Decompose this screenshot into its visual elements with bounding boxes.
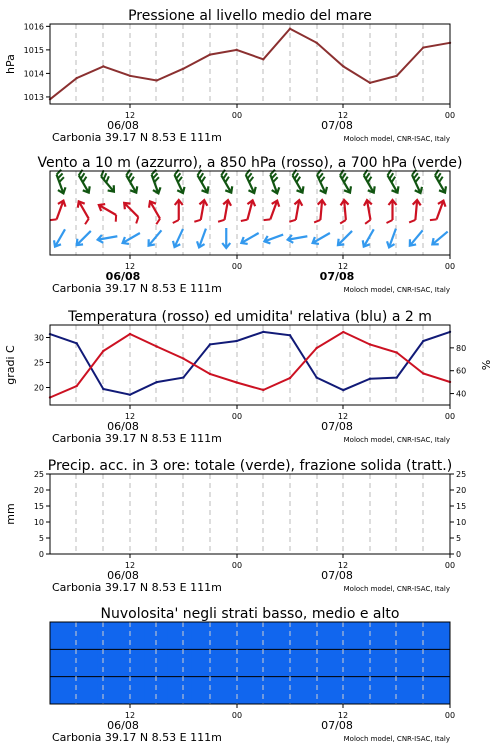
y-axis-tick-label: 1015 (23, 45, 44, 55)
temperature-line-point (262, 389, 264, 391)
cloud-cell (74, 649, 98, 676)
wind-barb (74, 199, 94, 224)
temperature-line-point (369, 343, 371, 345)
wind-barb (96, 202, 121, 222)
barb-feather (264, 217, 271, 222)
y-axis-tick-label: 10 (33, 518, 44, 527)
pressure-line-point (289, 28, 291, 30)
wind-barb (266, 170, 283, 195)
barb-feather (365, 220, 371, 224)
humidity-line-point (315, 376, 317, 378)
x-tick-label: 12 (337, 561, 349, 570)
x-tick-label: 12 (124, 711, 136, 720)
cloud-cell (121, 677, 145, 704)
date-label: 07/08 (321, 569, 353, 582)
wind-barb (216, 170, 236, 195)
y-axis-tick-label: 20 (33, 383, 44, 393)
wind-barb (387, 200, 397, 223)
location-label: Carbonia 39.17 N 8.53 E 111m (52, 282, 222, 295)
x-tick-label: 00 (444, 262, 456, 271)
wind-barb (96, 170, 118, 194)
location-label: Carbonia 39.17 N 8.53 E 111m (52, 581, 222, 594)
cloud-cell (356, 622, 380, 649)
wind-barb (218, 199, 232, 223)
temperature-line-point (289, 377, 291, 379)
x-tick-label: 12 (337, 111, 349, 120)
plot-frame (50, 474, 450, 554)
wind-barb (335, 228, 355, 248)
cloud-cell (74, 622, 98, 649)
x-tick-label: 12 (124, 561, 136, 570)
y2-axis-label: % (480, 359, 493, 371)
humidity-line-point (289, 334, 291, 336)
barb-shaft (410, 230, 423, 245)
humidity-line-point (262, 331, 264, 333)
cloud-cell (97, 649, 121, 676)
humidity-line-point (75, 342, 77, 344)
cloud-cell (309, 622, 333, 649)
temperature-line (50, 332, 450, 398)
panel-title: Nuvolosita' negli strati basso, medio e alto (100, 606, 400, 622)
x-tick-label: 00 (231, 412, 243, 421)
temperature-line-point (155, 345, 157, 347)
temperature-line-point (209, 373, 211, 375)
x-tick-label: 12 (337, 711, 349, 720)
humidity-line-point (369, 378, 371, 380)
wind-barb (52, 170, 69, 195)
wind-barb (121, 170, 141, 195)
cloud-cell (215, 622, 239, 649)
wind-barb (335, 170, 355, 195)
date-label: 07/08 (321, 420, 353, 433)
wind-barb (146, 228, 165, 248)
cloud-cell (285, 622, 309, 649)
cloud-cell (191, 649, 215, 676)
pressure-line-point (395, 75, 397, 77)
cloud-cell (168, 677, 192, 704)
wind-barb (74, 228, 94, 248)
date-label: 07/08 (319, 270, 355, 283)
x-tick-label: 00 (444, 111, 456, 120)
x-tick-label: 00 (231, 262, 243, 271)
cloud-cell (97, 677, 121, 704)
cloud-cell (168, 649, 192, 676)
wind-barb (264, 199, 281, 224)
barb-feather (113, 215, 119, 222)
y-axis-tick-label: 15 (33, 502, 44, 511)
temperature-line-point (102, 350, 104, 352)
cloud-cell (191, 622, 215, 649)
wind-barb (289, 199, 303, 223)
pressure-line-point (102, 65, 104, 67)
x-tick-label: 00 (231, 561, 243, 570)
date-label: 07/08 (321, 119, 353, 132)
y-axis-tick-label: 5 (38, 534, 44, 543)
cloud-cell (215, 677, 239, 704)
cloud-cell (309, 677, 333, 704)
x-tick-label: 12 (124, 111, 136, 120)
wind-barb (385, 227, 399, 249)
panel-title: Vento a 10 m (azzurro), a 850 hPa (rosso), a 700 hPa (verde) (37, 155, 463, 171)
cloud-cell (379, 677, 403, 704)
cloud-cell (332, 677, 356, 704)
cloud-cell (379, 649, 403, 676)
model-credit: Moloch model, CNR-ISAC, Italy (343, 735, 450, 743)
pressure-line-point (182, 68, 184, 70)
cloud-cell (309, 649, 333, 676)
x-tick-label: 12 (124, 412, 136, 421)
y2-axis-tick-label: 80 (456, 343, 467, 353)
y-axis-tick-label: 30 (33, 333, 44, 343)
wind-barb (312, 170, 331, 195)
cloud-cell (285, 677, 309, 704)
pressure-line (50, 29, 450, 100)
y-axis-tick-label: 1014 (23, 69, 44, 79)
cloud-cell (426, 677, 450, 704)
barb-feather (84, 219, 91, 225)
cloud-cell (50, 649, 74, 676)
pressure-line-point (75, 77, 77, 79)
y-axis-tick-label: 1016 (23, 22, 44, 32)
y2-axis-tick-label: 40 (456, 389, 467, 399)
date-label: 06/08 (107, 719, 139, 732)
cloud-cell (262, 677, 286, 704)
barb-feather (430, 217, 437, 222)
plot-frame (50, 24, 450, 104)
cloud-cell (238, 622, 262, 649)
location-label: Carbonia 39.17 N 8.53 E 111m (52, 731, 222, 744)
pressure-line-point (235, 49, 237, 51)
wind-barb (222, 228, 230, 248)
x-tick-label: 00 (231, 111, 243, 120)
y-axis-label: hPa (4, 54, 17, 74)
temperature-line-point (182, 357, 184, 359)
humidity-line-point (182, 376, 184, 378)
y2-axis-tick-label: 5 (456, 534, 462, 543)
wind-barb (171, 227, 187, 249)
wind-barb (241, 170, 260, 195)
x-tick-label: 12 (337, 412, 349, 421)
wind-barb (311, 230, 332, 247)
barb-feather (409, 219, 415, 223)
panel-title: Temperatura (rosso) ed umidita' relativa (blu) a 2 m (68, 309, 432, 325)
wind-barb (170, 170, 189, 195)
y-axis-tick-label: 25 (33, 470, 44, 479)
barb-shaft (149, 230, 162, 245)
x-tick-label: 00 (444, 561, 456, 570)
cloud-cell (50, 677, 74, 704)
temperature-line-point (129, 333, 131, 335)
cloud-cell (262, 622, 286, 649)
barb-feather (134, 217, 140, 223)
cloud-cell (121, 649, 145, 676)
temperature-line-point (75, 385, 77, 387)
x-tick-label: 00 (444, 711, 456, 720)
wind-barb (430, 199, 447, 224)
temperature-line-point (422, 372, 424, 374)
model-credit: Moloch model, CNR-ISAC, Italy (343, 585, 450, 593)
humidity-line-point (342, 389, 344, 391)
cloud-cell (285, 649, 309, 676)
y2-axis-tick-label: 60 (456, 366, 467, 376)
wind-barb (97, 232, 118, 243)
humidity-line-point (209, 343, 211, 345)
cloud-cell (332, 649, 356, 676)
humidity-line-point (235, 340, 237, 342)
barb-feather (218, 219, 224, 223)
y2-axis-tick-label: 25 (456, 470, 467, 479)
y2-axis-tick-label: 20 (456, 486, 467, 495)
y2-axis-tick-label: 0 (456, 550, 462, 559)
pressure-line-point (422, 46, 424, 48)
cloud-cell (191, 677, 215, 704)
y2-axis-tick-label: 10 (456, 518, 467, 527)
wind-barb (121, 230, 142, 247)
cloud-cell (238, 677, 262, 704)
pressure-line-point (262, 58, 264, 60)
x-tick-label: 00 (231, 711, 243, 720)
panel-title: Precip. acc. in 3 ore: totale (verde), frazione solida (tratt.) (47, 458, 453, 474)
wind-barb (430, 229, 450, 248)
cloud-cell (356, 649, 380, 676)
date-label: 06/08 (107, 420, 139, 433)
location-label: Carbonia 39.17 N 8.53 E 111m (52, 131, 222, 144)
cloud-cell (356, 677, 380, 704)
date-label: 06/08 (107, 569, 139, 582)
model-credit: Moloch model, CNR-ISAC, Italy (343, 436, 450, 444)
y-axis-label: mm (4, 503, 17, 525)
wind-barb (409, 200, 421, 224)
pressure-line-point (369, 82, 371, 84)
x-tick-label: 12 (337, 262, 349, 271)
y-axis-tick-label: 0 (38, 550, 44, 559)
wind-barb (74, 170, 94, 195)
cloud-cell (50, 622, 74, 649)
wind-barb (52, 227, 69, 248)
wind-barb (239, 230, 260, 247)
wind-barb (430, 170, 450, 195)
wind-barb (195, 227, 209, 249)
humidity-line-point (129, 394, 131, 396)
cloud-cell (74, 677, 98, 704)
wind-barb (241, 199, 257, 224)
wind-barb (120, 200, 143, 223)
date-label: 06/08 (107, 119, 139, 132)
wind-barb (359, 170, 379, 195)
x-tick-label: 00 (444, 412, 456, 421)
humidity-line-point (155, 381, 157, 383)
location-label: Carbonia 39.17 N 8.53 E 111m (52, 432, 222, 445)
pressure-line-point (209, 53, 211, 55)
barb-shaft (77, 231, 91, 245)
y-axis-tick-label: 1013 (23, 92, 44, 102)
pressure-line-point (129, 75, 131, 77)
barb-shaft (432, 232, 447, 245)
x-tick-label: 12 (124, 262, 136, 271)
y-axis-label: gradi C (4, 345, 17, 385)
wind-barb (194, 199, 208, 223)
barb-feather (194, 219, 200, 223)
barb-shaft (124, 203, 138, 217)
temperature-line-point (395, 351, 397, 353)
wind-barb (263, 231, 285, 245)
wind-barb (50, 199, 67, 224)
wind-barb (383, 170, 403, 195)
panel-title: Pressione al livello medio del mare (128, 8, 372, 24)
barb-shaft (338, 231, 352, 245)
y2-axis-tick-label: 15 (456, 502, 467, 511)
cloud-cell (332, 622, 356, 649)
cloud-cell (262, 649, 286, 676)
cloud-cell (215, 649, 239, 676)
date-label: 07/08 (321, 719, 353, 732)
humidity-line-point (422, 340, 424, 342)
y-axis-tick-label: 20 (33, 486, 44, 495)
barb-feather (387, 220, 393, 223)
wind-barb (360, 227, 377, 248)
wind-barb (314, 200, 326, 224)
barb-feather (173, 220, 179, 223)
wind-barb (288, 170, 308, 195)
pressure-line-point (315, 42, 317, 44)
cloud-cell (426, 622, 450, 649)
date-label: 06/08 (105, 270, 141, 283)
barb-feather (241, 218, 248, 222)
barb-feather (50, 217, 57, 222)
wind-barb (173, 200, 183, 223)
cloud-cell (238, 649, 262, 676)
wind-barb (147, 170, 164, 195)
cloud-cell (426, 649, 450, 676)
cloud-cell (121, 622, 145, 649)
humidity-line-point (102, 388, 104, 390)
temperature-line-point (315, 347, 317, 349)
model-credit: Moloch model, CNR-ISAC, Italy (343, 135, 450, 143)
cloud-cell (379, 622, 403, 649)
cloud-cell (97, 622, 121, 649)
temperature-line-point (235, 381, 237, 383)
y-axis-tick-label: 25 (33, 358, 44, 368)
wind-barb (338, 200, 350, 224)
temperature-line-point (342, 331, 344, 333)
humidity-line-point (395, 376, 397, 378)
model-credit: Moloch model, CNR-ISAC, Italy (343, 286, 450, 294)
pressure-line-point (155, 79, 157, 81)
cloud-cell (168, 622, 192, 649)
wind-barb (361, 199, 375, 223)
pressure-line-point (342, 65, 344, 67)
wind-barb (145, 199, 165, 224)
